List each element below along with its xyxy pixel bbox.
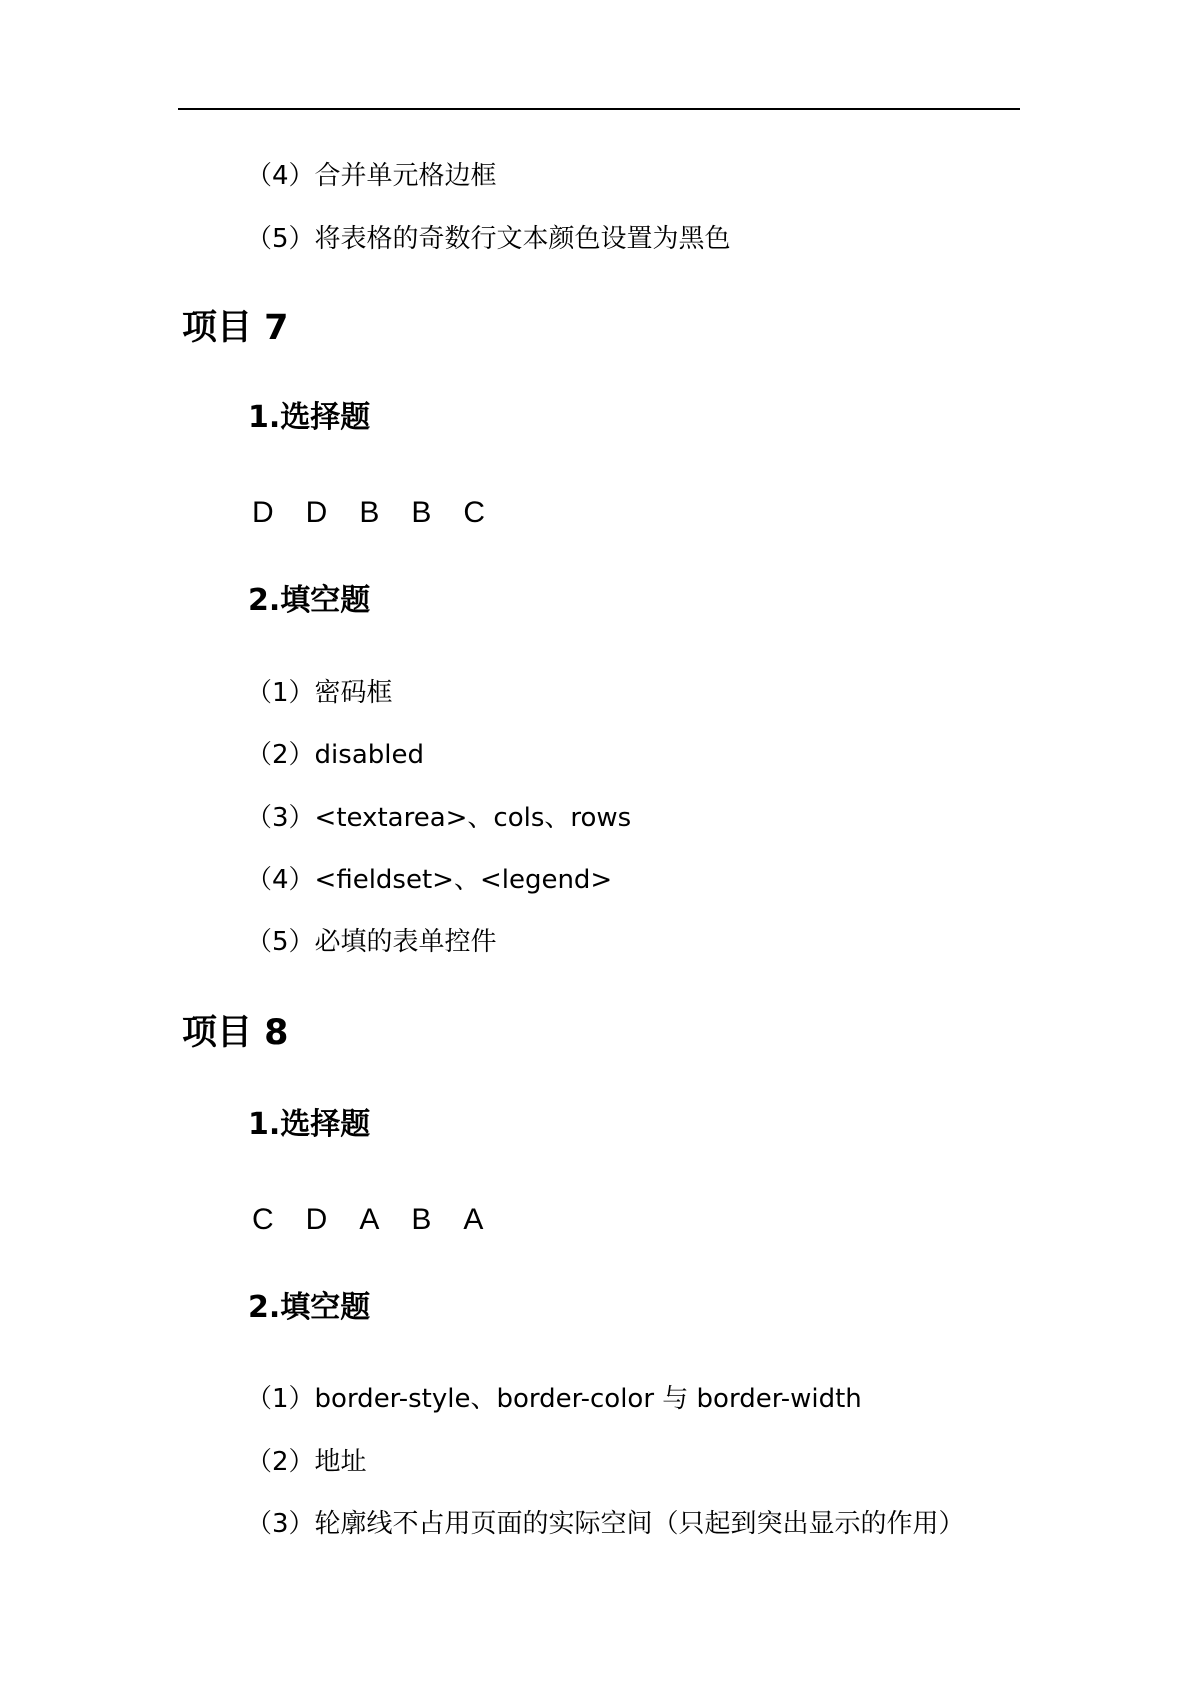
answer: B bbox=[411, 1203, 432, 1236]
answer: C bbox=[252, 1203, 274, 1236]
list-item: （3）轮廓线不占用页面的实际空间（只起到突出显示的作用） bbox=[246, 1509, 965, 1539]
answer: C bbox=[463, 496, 486, 529]
list-item: （5）将表格的奇数行文本颜色设置为黑色 bbox=[246, 224, 731, 254]
list-item: （4）<fieldset>、<legend> bbox=[246, 865, 613, 895]
project-7-choice-answers bbox=[252, 498, 517, 528]
answer: D bbox=[305, 1203, 328, 1236]
list-item: （2）地址 bbox=[246, 1447, 367, 1477]
list-item: （2）disabled bbox=[246, 740, 424, 770]
list-item: （3）<textarea>、cols、rows bbox=[246, 803, 632, 833]
list-item: （4）合并单元格边框 bbox=[246, 161, 497, 191]
project-8-fill-title: 2.填空题 bbox=[248, 1290, 371, 1325]
answer: D bbox=[252, 496, 274, 529]
list-item: （5）必填的表单控件 bbox=[246, 927, 497, 957]
project-8-title: 项目 8 bbox=[182, 1013, 289, 1053]
list-item: （1）密码框 bbox=[246, 678, 393, 708]
answer: A bbox=[463, 1203, 484, 1236]
answer: D bbox=[305, 496, 328, 529]
answer: B bbox=[411, 496, 432, 529]
project-7-choice-title: 1.选择题 bbox=[248, 400, 371, 435]
header-rule bbox=[178, 108, 1020, 110]
project-8-choice-title: 1.选择题 bbox=[248, 1107, 371, 1142]
project-7-title: 项目 7 bbox=[182, 308, 289, 348]
project-7-fill-title: 2.填空题 bbox=[248, 583, 371, 618]
answer: B bbox=[359, 496, 380, 529]
list-item: （1）border-style、border-color 与 border-width bbox=[246, 1384, 862, 1414]
project-8-choice-answers bbox=[252, 1205, 515, 1235]
answer: A bbox=[359, 1203, 380, 1236]
